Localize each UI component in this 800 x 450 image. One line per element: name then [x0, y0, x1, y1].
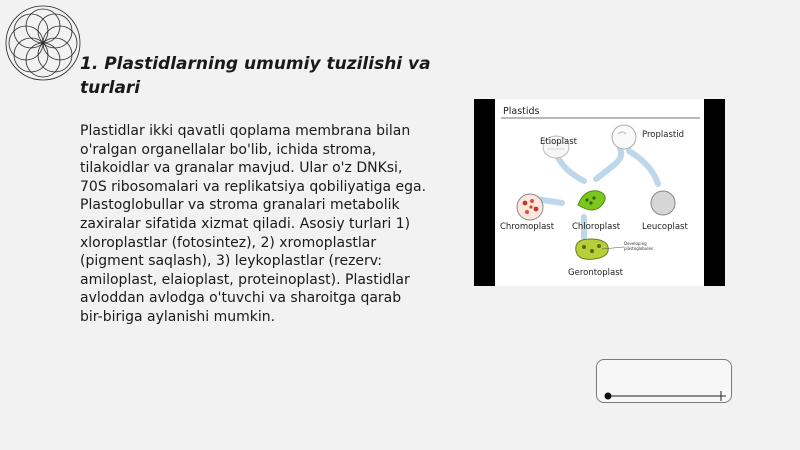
figure-right-bar	[704, 99, 725, 286]
plus-icon[interactable]	[716, 391, 726, 401]
progress-knob[interactable]	[605, 393, 612, 400]
label-leucoplast: Leucoplast	[642, 222, 688, 232]
media-progress-track[interactable]	[597, 360, 733, 404]
plastids-figure	[474, 99, 725, 286]
slide-title: 1. Plastidlarning umumiy tuzilishi va turlari	[80, 54, 431, 98]
decorative-circle-logo	[4, 4, 82, 82]
label-chromoplast: Chromoplast	[500, 222, 555, 232]
figure-heading: Plastids	[503, 106, 540, 117]
label-plastoglobules: plastoglobules	[624, 246, 654, 251]
slide-body-text: Plastidlar ikki qavatli qoplama membrana bilan o'ralgan organellalar bo'lib, ichida stroma, tilakoidlar va granalar mavjud. Ular o'z DNKsi, 70S ribosomalari va replikatsiya qobiliyatiga ega. Plastoglobullar va stroma granalari metabolik zaxiralar sifatida xizmat qiladi. Asosiy turlari 1) xloroplastlar (fotosintez), 2) xromoplastlar (pigment saqlash), 3) leykoplastlar (rezerv: amiloplast, elaioplast, proteinoplast). Plastidlar avloddan avlodga o'tuvchi va sharoitga qarab bir-biriga aylanishi mumkin.	[80, 123, 427, 325]
media-progress-control[interactable]	[596, 359, 732, 403]
label-etioplast: Etioplast	[540, 137, 577, 147]
label-developing: Developing	[624, 241, 647, 246]
label-chloroplast: Chloroplast	[572, 222, 621, 232]
label-proplastid: Proplastid	[642, 130, 684, 140]
label-gerontoplast: Gerontoplast	[568, 268, 623, 278]
figure-left-bar	[474, 99, 495, 286]
